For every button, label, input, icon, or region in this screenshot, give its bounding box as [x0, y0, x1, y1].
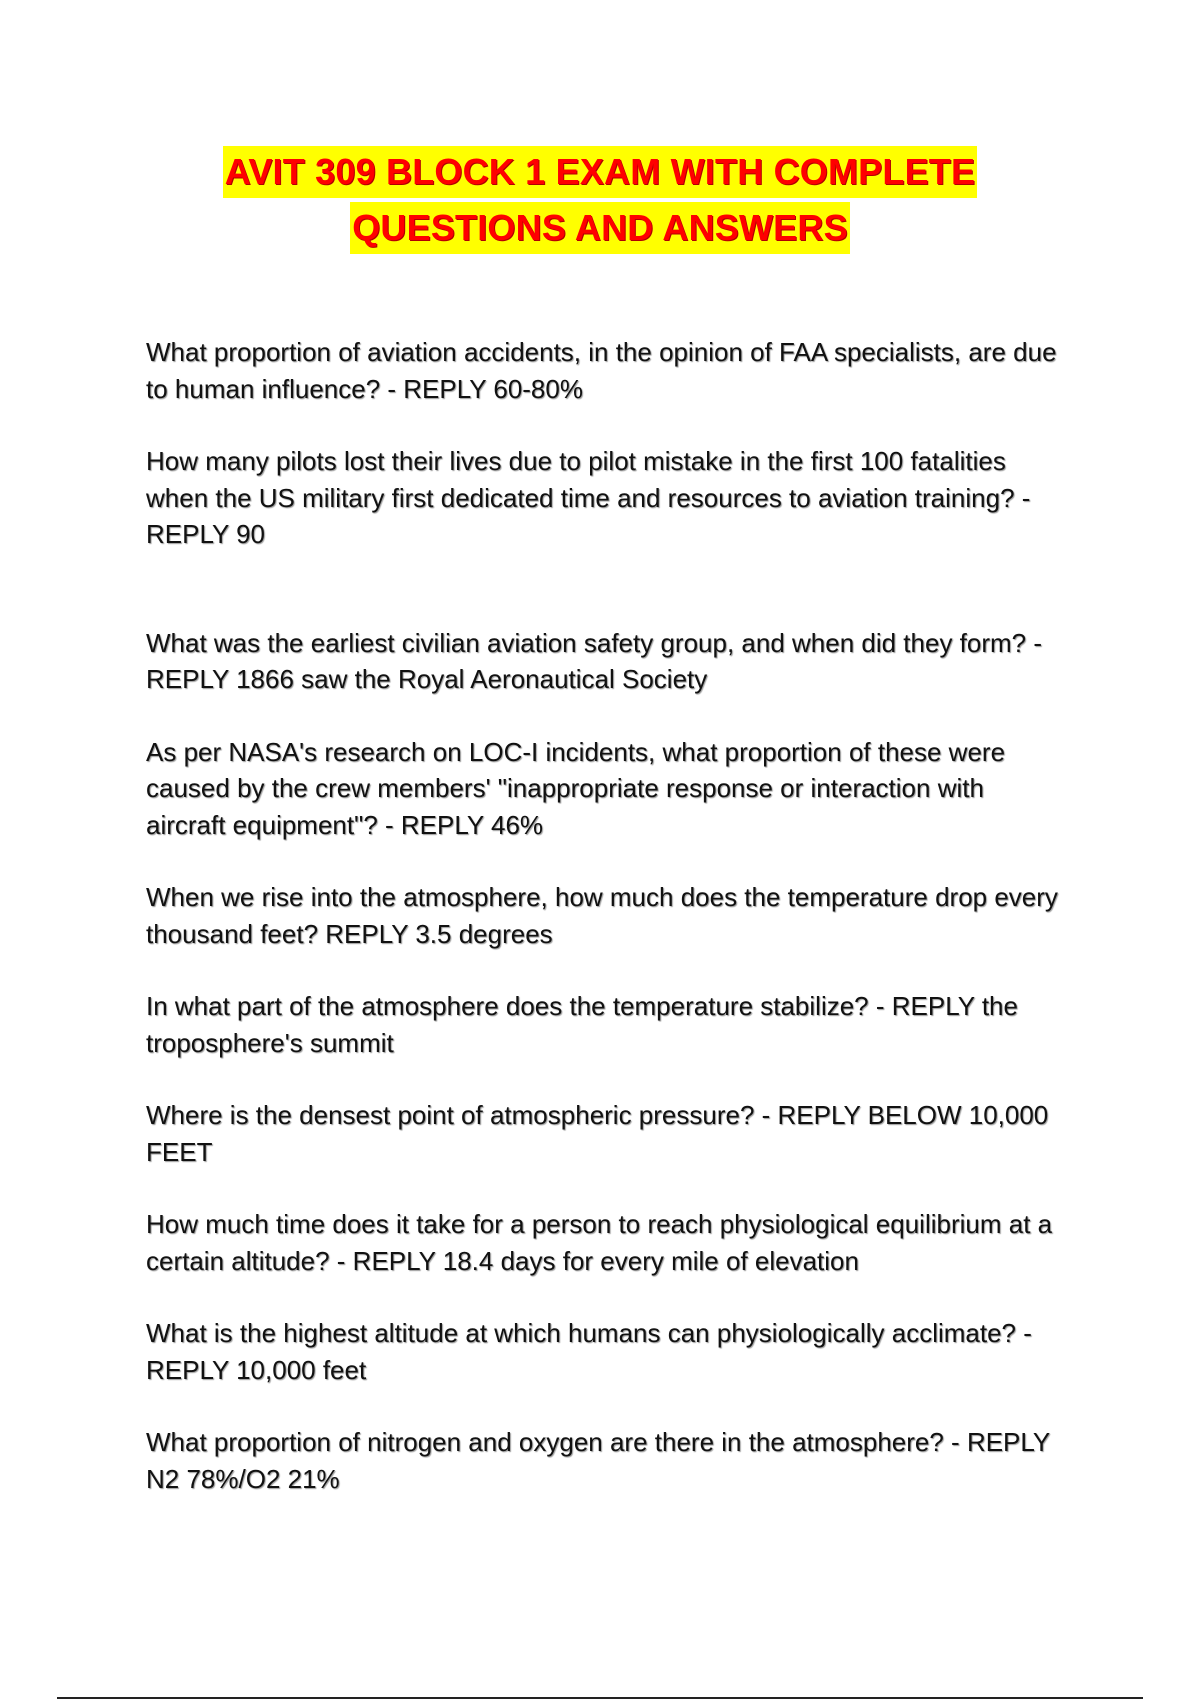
qa-item-9: What is the highest altitude at which humans can physiologically acclimate? - REPLY 10,000 feet [146, 1318, 1032, 1385]
qa-list [146, 334, 1066, 1497]
qa-item-6: In what part of the atmosphere does the temperature stabilize? - REPLY the troposphere's summit [146, 991, 1018, 1058]
qa-item-5: When we rise into the atmosphere, how much does the temperature drop every thousand feet? REPLY 3.5 degrees [146, 882, 1058, 949]
qa-item-10: What proportion of nitrogen and oxygen are there in the atmosphere? - REPLY N2 78%/O2 21% [146, 1427, 1050, 1494]
footer-divider [57, 1697, 1143, 1699]
qa-item-2: How many pilots lost their lives due to pilot mistake in the first 100 fatalities when the US military first dedicated time and resources to aviation training? - REPLY 90 [146, 446, 1031, 549]
qa-item-8: How much time does it take for a person to reach physiological equilibrium at a certain altitude? - REPLY 18.4 days for every mile of elevation [146, 1209, 1053, 1276]
qa-item-1: What proportion of aviation accidents, in the opinion of FAA specialists, are due to human influence? - REPLY 60-80% [146, 337, 1057, 404]
title-line-2: QUESTIONS AND ANSWERS [350, 202, 850, 254]
qa-item-7: Where is the densest point of atmospheric pressure? - REPLY BELOW 10,000 FEET [146, 1100, 1049, 1167]
qa-item-4: As per NASA's research on LOC-I incidents, what proportion of these were caused by the crew members' "inappropriate response or interaction with aircraft equipment"? - REPLY 46% [146, 736, 1006, 840]
title-line-1: AVIT 309 BLOCK 1 EXAM WITH COMPLETE [223, 146, 977, 198]
qa-item-3: What was the earliest civilian aviation safety group, and when did they form? - REPLY 1866 saw the Royal Aeronautical Society [146, 627, 1043, 694]
document-title [0, 146, 1200, 258]
